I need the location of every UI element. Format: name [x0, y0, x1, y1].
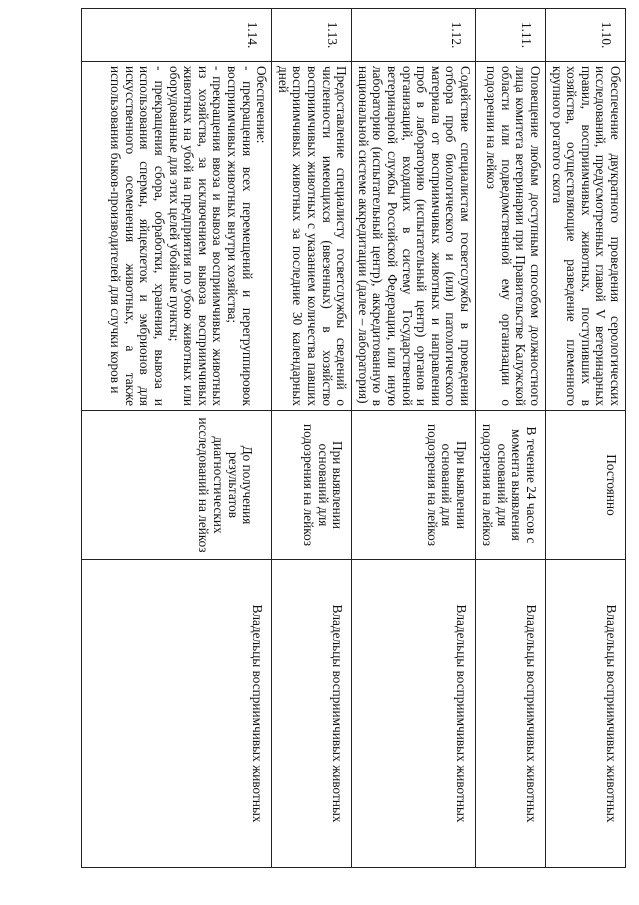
row-number: 1.11.: [476, 9, 546, 62]
table-row: [272, 9, 352, 868]
measure-text: Оповещение любым доступным способом должностного лица комитета ветеринарии при Правительстве Калужской области или подведомственной ему организации о подозрении на лейкоз: [476, 62, 546, 411]
row-number: 1.10.: [546, 9, 626, 62]
measure-text-line: - прекращения всех перемещений и перегруппировок восприимчивых животных внутри хозяйства;: [225, 66, 255, 406]
row-number: 1.13.: [272, 9, 352, 62]
measure-text: Обеспечение двукратного проведения серологических исследований, предусмотренных главой V ветеринарных правил, восприимчивых животных, поступивших в хозяйства, осуществляющие разведение племенного крупного рогатого скота: [546, 62, 626, 411]
measure-term: [82, 411, 272, 560]
measure-responsible: Владельцы восприимчивых животных: [546, 560, 626, 868]
measure-term: Постоянно: [546, 411, 626, 560]
measure-text-line: - прекращения ввоза и вывоза восприимчивых животных из хозяйства, за исключением вывоза восприимчивых животных на убой на предприятия по убою животных или оборудованные для этих целей убойные пункты;: [166, 66, 226, 406]
measure-responsible: Владельцы восприимчивых животных: [272, 560, 352, 868]
measure-term: При выявлении оснований для подозрения на лейкоз: [352, 411, 476, 560]
measure-text-line: Обеспечение:: [254, 66, 270, 144]
table-row: [352, 9, 476, 868]
table-row: [476, 9, 546, 868]
measure-text-line: - прекращения сбора, обработки, хранения, вывоза и использования спермы, яйцеклеток и эмбрионов для искусственного осеменения животных, а также использования быков-производителей для случки коров и: [108, 66, 168, 406]
measure-text: Предоставление специалисту госветслужбы сведений о численности имеющихся (ввезенных) в хозяйство восприимчивых животных с указанием количества павших восприимчивых животных за последние 30 календарных дней: [272, 62, 352, 411]
row-number: 1.14.: [82, 9, 272, 62]
measures-table: [81, 8, 626, 868]
measure-responsible: Владельцы восприимчивых животных: [352, 560, 476, 868]
measure-text: Содействие специалистам госветслужбы в проведении отбора проб биологического и (или) патологического материала от восприимчивых животных и направлении проб в лабораторию (испытательный центр) органов и организаций, входящих в систему Государственной ветеринарной службы Российской Федерации, или иную лабораторию (испытательный центр), аккредитованную в национальной системе аккредитации (далее – лаборатория): [352, 62, 476, 411]
measure-term: В течение 24 часов с момента выявления оснований для подозрения на лейкоз: [476, 411, 546, 560]
table-row: [546, 9, 626, 868]
measure-text: [82, 62, 272, 411]
row-number: 1.12.: [352, 9, 476, 62]
measure-term: При выявлении оснований для подозрения на лейкоз: [272, 411, 352, 560]
measure-responsible: Владельцы восприимчивых животных: [82, 560, 272, 868]
measure-term-text: До получения результатов диагностических исследований на лейкоз: [196, 417, 256, 553]
rotated-content: [26, 8, 626, 868]
measure-responsible: Владельцы восприимчивых животных: [476, 560, 546, 868]
table-row: [82, 9, 272, 868]
